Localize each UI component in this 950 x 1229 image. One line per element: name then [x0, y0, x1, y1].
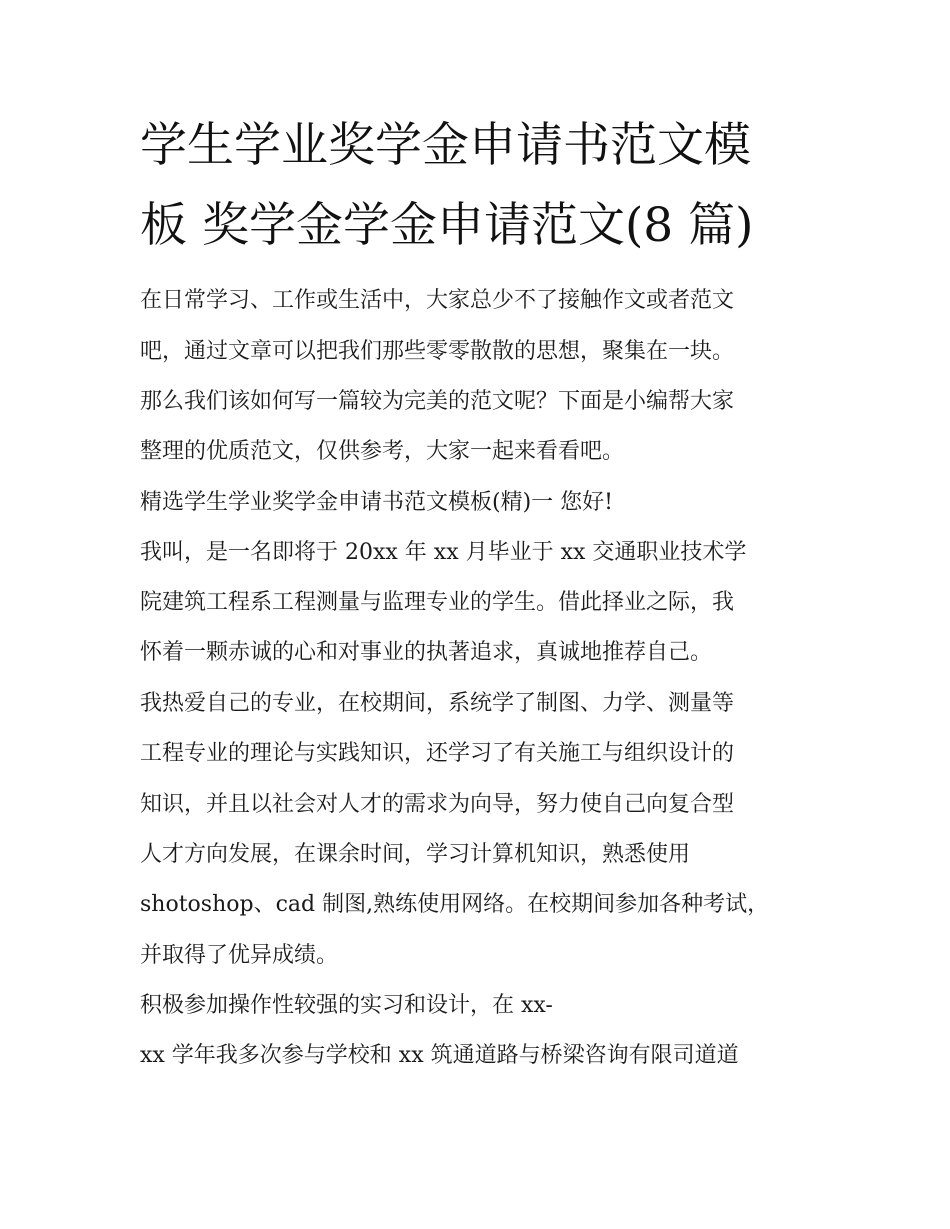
- paragraph-line: 并取得了优异成绩。: [140, 943, 339, 968]
- paragraph-line: 怀着一颗赤诚的心和对事业的执著追求，真诚地推荐自己。: [140, 640, 713, 665]
- paragraph-line: shotoshop、cad 制图,熟练使用网络。在校期间参加各种考试，: [140, 892, 770, 917]
- paragraph-line: 我叫，是一名即将于 20xx 年 xx 月毕业于 xx 交通职业技术学: [140, 540, 747, 565]
- paragraph-line: 在日常学习、工作或生活中，大家总少不了接触作文或者范文: [140, 288, 735, 313]
- paragraph-line: 工程专业的理论与实践知识，还学习了有关施工与组织设计的: [140, 741, 735, 766]
- section-heading-line: 精选学生学业奖学金申请书范文模板(精)一 您好!: [140, 490, 614, 515]
- document-title-line-1: 学生学业奖学金申请书范文模: [140, 118, 751, 173]
- paragraph-line: 知识，并且以社会对人才的需求为向导，努力使自己向复合型: [140, 792, 735, 817]
- paragraph-line: 积极参加操作性较强的实习和设计，在 xx-: [140, 993, 553, 1018]
- paragraph-line: xx 学年我多次参与学校和 xx 筑通道路与桥梁咨询有限司道道: [140, 1043, 739, 1068]
- paragraph-line: 吧，通过文章可以把我们那些零零散散的思想，聚集在一块。: [140, 339, 735, 364]
- paragraph-line: 院建筑工程系工程测量与监理专业的学生。借此择业之际，我: [140, 590, 735, 615]
- paragraph-line: 我热爱自己的专业，在校期间，系统学了制图、力学、测量等: [140, 691, 735, 716]
- paragraph-line: 那么我们该如何写一篇较为完美的范文呢？下面是小编帮大家: [140, 389, 735, 414]
- paragraph-line: 整理的优质范文，仅供参考，大家一起来看看吧。: [140, 439, 625, 464]
- paragraph-line: 人才方向发展，在课余时间，学习计算机知识，熟悉使用: [140, 842, 691, 867]
- document-title-line-2: 板 奖学金学金申请范文(8 篇): [140, 198, 754, 253]
